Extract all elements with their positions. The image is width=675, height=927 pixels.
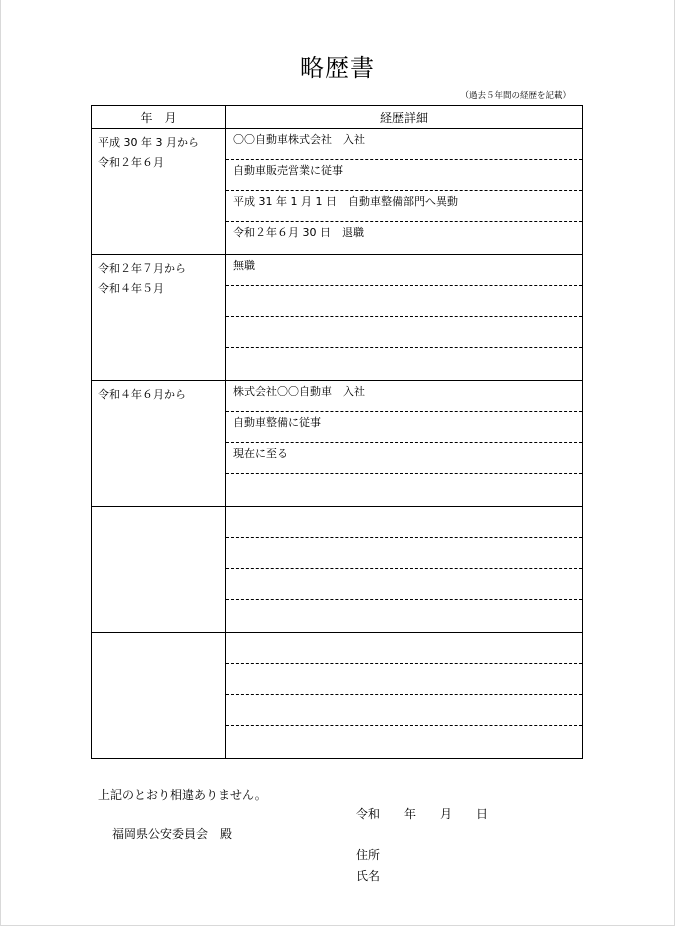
date-cell (92, 507, 226, 633)
detail-line: 自動車整備に従事 (226, 412, 582, 443)
detail-line: 〇〇自動車株式会社 入社 (226, 129, 582, 160)
table-row (92, 381, 583, 507)
table-row (92, 507, 583, 633)
date-cell (92, 381, 226, 507)
recipient-text: 福岡県公安委員会 殿 (112, 827, 233, 841)
history-table (91, 105, 583, 759)
detail-line: 無職 (226, 255, 582, 286)
date-cell (92, 633, 226, 759)
detail-cell (226, 129, 583, 255)
date-line: 令和４年６月から (98, 388, 186, 401)
header-date: 年 月 (92, 106, 226, 129)
detail-cell (226, 381, 583, 507)
detail-line (226, 317, 582, 348)
detail-line (226, 474, 582, 506)
date-cell (92, 129, 226, 255)
detail-line (226, 695, 582, 726)
detail-line: 株式会社〇〇自動車 入社 (226, 381, 582, 412)
document-title: 略歴書 (300, 54, 375, 82)
detail-cell (226, 633, 583, 759)
detail-line (226, 507, 582, 538)
date-line: 平成 30 年 3 月から (98, 136, 199, 149)
detail-line (226, 348, 582, 380)
date-line: 令和４年５月 (98, 282, 164, 295)
detail-line (226, 633, 582, 664)
table-row (92, 129, 583, 255)
date-cell (92, 255, 226, 381)
date-line: 令和２年６月 (98, 156, 164, 169)
name-label: 氏名 (356, 869, 381, 883)
detail-line (226, 538, 582, 569)
header-detail: 経歴詳細 (226, 106, 583, 129)
document-note: （過去５年間の経歴を記載） (460, 91, 571, 101)
detail-line (226, 569, 582, 600)
detail-line (226, 286, 582, 317)
statement-text: 上記のとおり相違ありません。 (98, 788, 267, 802)
table-header-row (92, 106, 583, 129)
table-row (92, 633, 583, 759)
detail-line (226, 600, 582, 632)
table-row (92, 255, 583, 381)
detail-line: 平成 31 年 1 月 1 日 自動車整備部門へ異動 (226, 191, 582, 222)
address-label: 住所 (356, 848, 381, 862)
detail-line: 令和２年６月 30 日 退職 (233, 226, 364, 239)
date-line: 令和２年７月から (98, 262, 186, 275)
detail-line (226, 726, 582, 758)
date-label: 令和 年 月 日 (356, 807, 489, 821)
detail-line (226, 664, 582, 695)
detail-line: 現在に至る (226, 443, 582, 474)
detail-cell (226, 255, 583, 381)
detail-cell (226, 507, 583, 633)
detail-line: 自動車販売営業に従事 (226, 160, 582, 191)
